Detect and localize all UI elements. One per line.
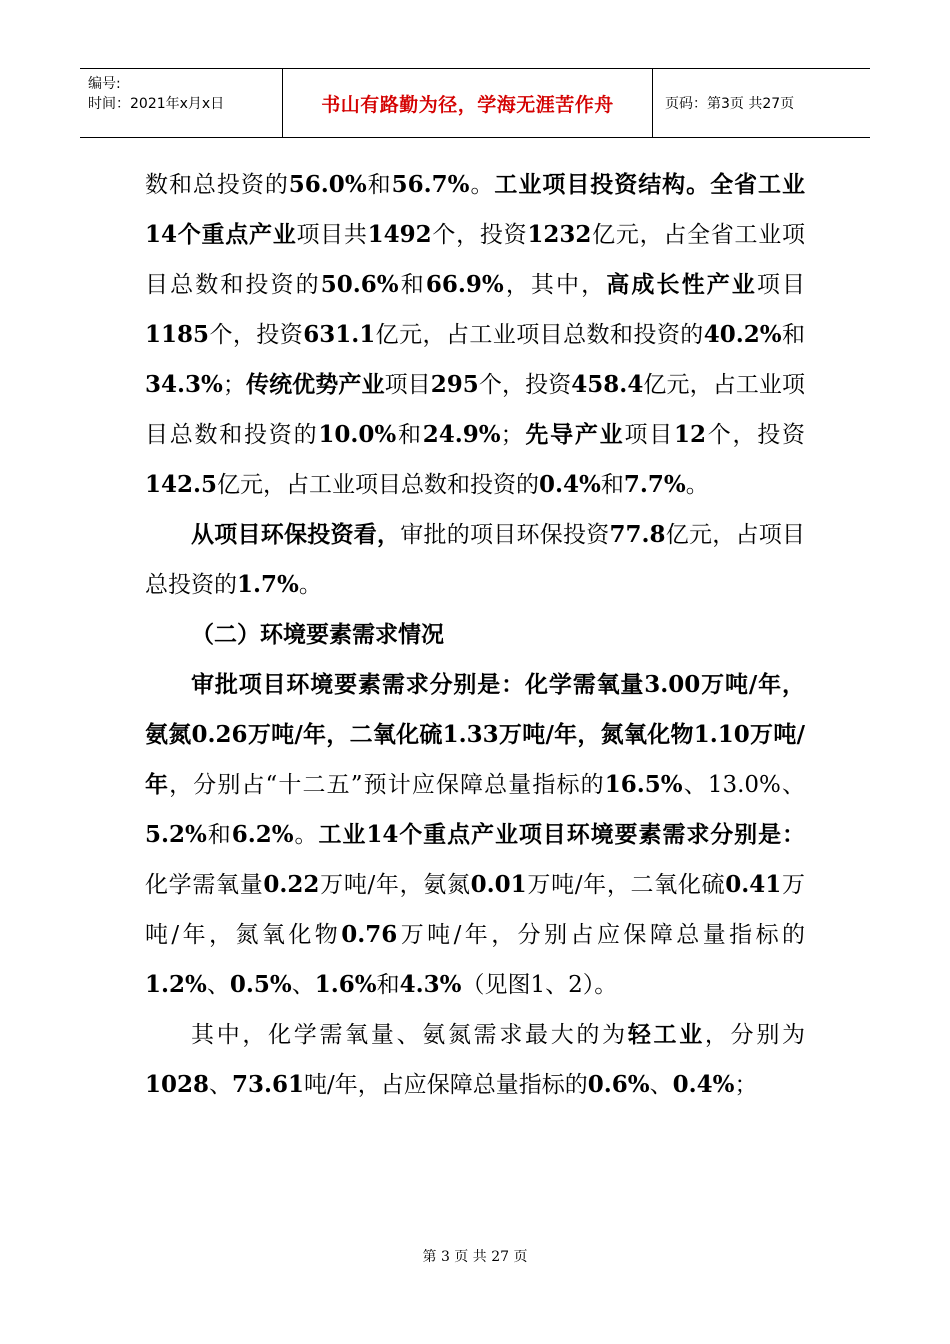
text-run: 万吨/年，分别占应保障总量指标的 [397, 922, 806, 948]
text-run: 。 [685, 472, 709, 498]
motto-text: 书山有路勤为径，学海无涯苦作舟 [321, 93, 614, 116]
bold-text-run: 轻工业 [627, 1021, 705, 1048]
text-run: 亿元，占项目总投资的 [145, 522, 806, 598]
text-run: 亿元，占工业项目总数和投资的 [217, 472, 540, 498]
text-run: 和 [376, 972, 400, 998]
body-paragraph [145, 660, 805, 1010]
page-code-text: 页码：第3页 共27页 [665, 96, 795, 112]
text-run: 亿元，占全省工业项目总数和投资的 [145, 222, 806, 298]
bold-text-run: 77.8 [609, 521, 666, 548]
page-footer [0, 1246, 950, 1266]
text-run: 、13.0%、 [682, 772, 805, 798]
text-run: ； [500, 422, 524, 448]
bold-text-run: 0.4% [672, 1071, 735, 1098]
bold-text-run: 10.0% [318, 421, 397, 448]
bold-text-run: 1492 [367, 221, 432, 248]
text-run: 审批的项目环保投资 [400, 522, 610, 548]
text-run: 项目 [756, 272, 806, 298]
bold-text-run: 631.1 [303, 321, 376, 348]
bold-text-run: （二）环境要素需求情况 [191, 621, 444, 648]
text-run: 吨/年，占应保障总量指标的 [304, 1072, 588, 1098]
text-run: ，分别为 [704, 1022, 806, 1048]
bold-text-run: 6.2% [231, 821, 294, 848]
text-run: 项目 [384, 372, 431, 398]
text-run: 和 [398, 272, 426, 298]
bold-text-run: 审批项目环境要素需求分别是：化学需氧量3.00万吨/年，氨氮0.26万吨/年，二氧化硫1.33万吨/年，氮氧化物1.10万吨/年 [145, 671, 805, 798]
text-run: 数和总投资的 [145, 172, 289, 198]
header-meta [80, 69, 282, 137]
bold-text-run: 0.76 [341, 921, 398, 948]
bold-text-run: 0.6% [587, 1071, 650, 1098]
bold-text-run: 工业项目投资结构。全省工业14个重点产业 [145, 171, 806, 248]
text-run: 万吨/年，氨氮 [319, 872, 471, 898]
text-run: 其中，化学需氧量、氨氮需求最大的为 [191, 1022, 628, 1048]
bold-text-run: 从项目环保投资看， [191, 521, 401, 548]
text-run: ； [222, 372, 246, 398]
document-date: 时间：2021年x月x日 [88, 96, 225, 112]
bold-text-run: 0.4% [539, 471, 601, 498]
bold-text-run: 73.61 [232, 1071, 305, 1098]
bold-text-run: 0.41 [725, 871, 782, 898]
text-run: ，分别占“十二五”预计应保障总量指标的 [169, 772, 605, 798]
bold-text-run: 0.01 [470, 871, 527, 898]
bold-text-run: 1.2% [145, 971, 207, 998]
bold-text-run: 5.2% [145, 821, 207, 848]
bold-text-run: 56.7% [391, 171, 470, 198]
text-run: 化学需氧量 [145, 872, 264, 898]
bold-text-run: 56.0% [288, 171, 367, 198]
bold-text-run: 16.5% [604, 771, 683, 798]
text-run: 、 [209, 1072, 233, 1098]
text-run: ； [734, 1072, 758, 1098]
bold-text-run: 24.9% [422, 421, 501, 448]
bold-text-run: 142.5 [145, 471, 218, 498]
body-paragraph [145, 160, 805, 510]
page-header [80, 68, 870, 138]
text-run: 和 [206, 822, 232, 848]
text-run: 、 [291, 972, 315, 998]
text-run: 、 [206, 972, 230, 998]
text-run: 和 [396, 422, 423, 448]
bold-text-run: 458.4 [571, 371, 644, 398]
bold-text-run: 66.9% [425, 271, 504, 298]
text-run: 和 [781, 322, 806, 348]
bold-text-run: 50.6% [320, 271, 399, 298]
text-run: 个，投资 [478, 372, 572, 398]
text-run: 。 [293, 822, 319, 848]
body-paragraph [145, 510, 805, 610]
bold-text-run: 295 [430, 371, 479, 398]
text-run: 个，投资 [431, 222, 528, 248]
text-run: 亿元，占工业项目总数和投资的 [145, 372, 806, 448]
bold-text-run: 1.6% [314, 971, 377, 998]
header-motto-cell [282, 69, 653, 137]
text-run: ，其中， [503, 272, 607, 298]
text-run: 项目共 [296, 222, 368, 248]
header-page-code [653, 69, 870, 137]
text-run: 万吨/年，二氧化硫 [526, 872, 726, 898]
bold-text-run: 0.5% [229, 971, 292, 998]
bold-text-run: 1.7% [237, 571, 299, 598]
bold-text-run: 34.3% [145, 371, 223, 398]
document-body [145, 160, 805, 1110]
bold-text-run: 40.2% [703, 321, 782, 348]
document-number-label: 编号: [88, 76, 121, 92]
text-run: 。 [298, 572, 322, 598]
body-paragraph [145, 1010, 805, 1110]
bold-text-run: 工业14个重点产业项目环境要素需求分别是： [318, 821, 806, 848]
text-run: 个，投资 [705, 422, 806, 448]
bold-text-run: 传统优势产业 [245, 371, 385, 398]
bold-text-run: 7.7% [623, 471, 686, 498]
text-run: 和 [600, 472, 624, 498]
bold-text-run: 4.3% [399, 971, 462, 998]
bold-text-run: 1028 [145, 1071, 210, 1098]
bold-text-run: 先导产业 [523, 421, 625, 448]
footer-page-number: 第 3 页 共 27 页 [422, 1249, 528, 1265]
bold-text-run: 0.22 [263, 871, 320, 898]
text-run: （见图1、2）。 [461, 972, 618, 998]
bold-text-run: 12 [673, 421, 706, 448]
bold-text-run: 1232 [527, 221, 592, 248]
bold-text-run: 1185 [145, 321, 210, 348]
section-heading [145, 610, 805, 660]
text-run: 亿元，占工业项目总数和投资的 [375, 322, 704, 348]
text-run: 和 [366, 172, 392, 198]
text-run: 。 [469, 172, 495, 198]
bold-text-run: 高成长性产业 [606, 271, 757, 298]
text-run: 项目 [624, 422, 674, 448]
text-run: 万吨/年，氮氧化物 [145, 872, 806, 948]
text-run: 、 [649, 1072, 673, 1098]
text-run: 个，投资 [209, 322, 304, 348]
